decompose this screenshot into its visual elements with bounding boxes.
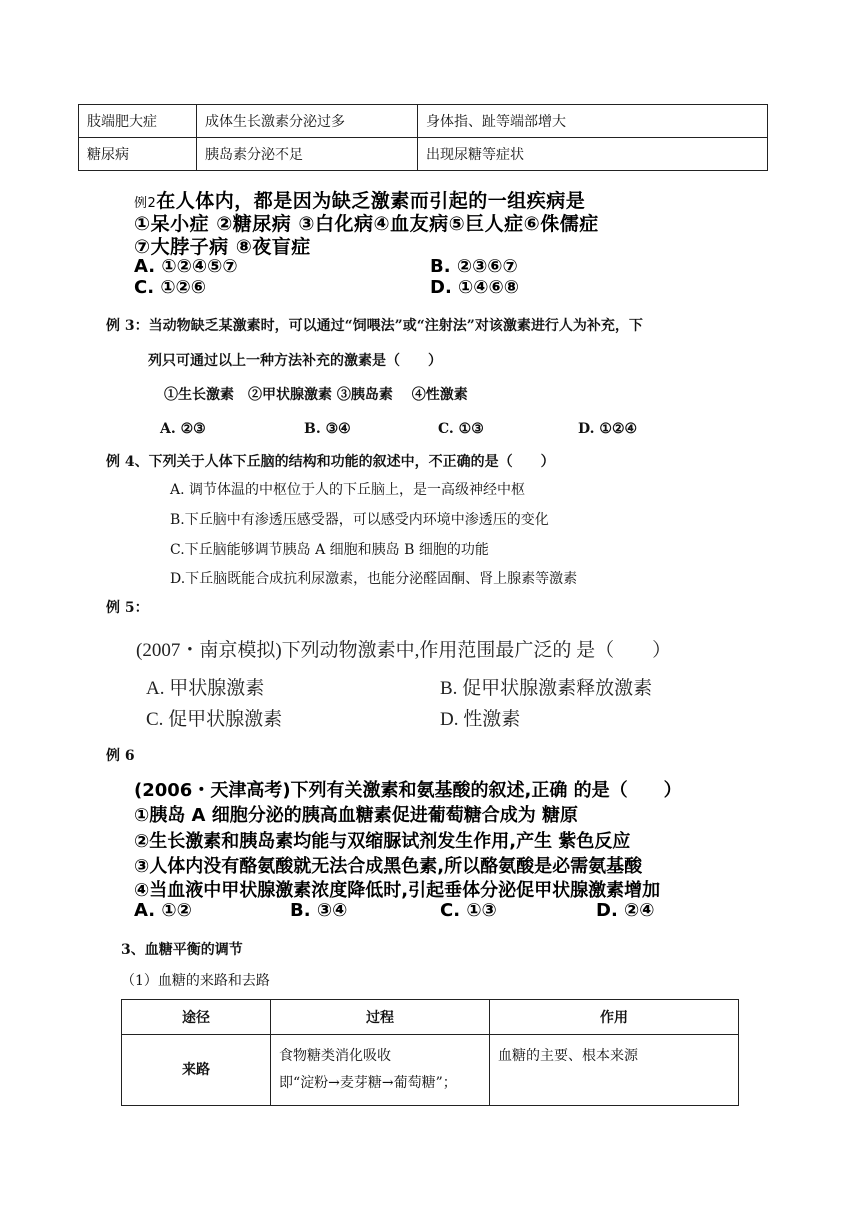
ex6-item-3: ③人体内没有酪氨酸就无法合成黑色素,所以酪氨酸是必需氨基酸 — [134, 856, 643, 877]
process-line: 食物糖类消化吸收 — [279, 1048, 391, 1064]
table-row — [122, 1035, 739, 1106]
ex2-items-2: ⑦大脖子病 ⑧夜盲症 — [134, 236, 311, 258]
table-cell: 血糖的主要、根本来源 — [490, 1035, 739, 1106]
ex4-stem: 例 4、下列关于人体下丘脑的结构和功能的叙述中，不正确的是（ ） — [106, 454, 555, 470]
ex6-option-d: D. ②④ — [596, 900, 655, 921]
ex4-option-c: C.下丘脑能够调节胰岛 A 细胞和胰岛 B 细胞的功能 — [170, 542, 489, 558]
ex6-option-c: C. ①③ — [440, 900, 497, 921]
ex5-option-b: B. 促甲状腺激素释放激素 — [440, 678, 653, 699]
column-header: 过程 — [271, 1000, 490, 1035]
table-cell: 出现尿糖等症状 — [418, 138, 768, 171]
ex6-stem: (2006・天津高考)下列有关激素和氨基酸的叙述,正确 的是（ ） — [134, 780, 682, 801]
ex6-item-2: ②生长激素和胰岛素均能与双缩脲试剂发生作用,产生 紫色反应 — [134, 831, 631, 852]
table-cell: 来路 — [122, 1035, 271, 1106]
table-cell: 糖尿病 — [79, 138, 197, 171]
ex6-option-b: B. ③④ — [290, 900, 348, 921]
ex6-item-1: ①胰岛 A 细胞分泌的胰高血糖素促进葡萄糖合成为 糖原 — [134, 805, 578, 826]
ex2-option-c: C. ①②⑥ — [134, 277, 207, 298]
ex4-option-a: A. 调节体温的中枢位于人的下丘脑上，是一高级神经中枢 — [170, 482, 526, 498]
ex5-option-a: A. 甲状腺激素 — [146, 678, 265, 699]
table-row — [79, 138, 768, 171]
ex2-option-b: B. ②③⑥⑦ — [430, 256, 518, 277]
ex5-option-d: D. 性激素 — [440, 709, 521, 730]
ex2-label: 例2 — [134, 196, 157, 211]
ex3-stem-2: 列只可通过以上一种方法补充的激素是（ ） — [148, 353, 442, 369]
ex5-option-c: C. 促甲状腺激素 — [146, 709, 283, 730]
ex3-option-a: A. ②③ — [160, 421, 206, 437]
blood-sugar-table — [121, 999, 739, 1106]
table-header-row — [122, 1000, 739, 1035]
ex2-items-1: ①呆小症 ②糖尿病 ③白化病④血友病⑤巨人症⑥侏儒症 — [134, 213, 599, 235]
column-header: 途径 — [122, 1000, 271, 1035]
ex2-stem-line — [134, 190, 774, 215]
table-cell — [271, 1035, 490, 1106]
ex2-option-a: A. ①②④⑤⑦ — [134, 256, 238, 277]
ex3-items: ①生长激素 ②甲状腺激素 ③胰岛素 ④性激素 — [164, 387, 468, 403]
table-cell: 胰岛素分泌不足 — [197, 138, 418, 171]
ex3-option-d: D. ①②④ — [578, 421, 638, 437]
table-cell: 成体生长激素分泌过多 — [197, 105, 418, 138]
ex6-label: 例 6 — [106, 748, 135, 764]
ex3-option-c: C. ①③ — [438, 421, 484, 437]
ex3-option-b: B. ③④ — [304, 421, 351, 437]
ex3-stem-1: 例 3：当动物缺乏某激素时，可以通过“饲喂法”或“注射法”对该激素进行人为补充，下 — [106, 318, 643, 334]
ex6-item-4: ④当血液中甲状腺激素浓度降低时,引起垂体分泌促甲状腺激素增加 — [134, 880, 661, 901]
ex5-label: 例 5： — [106, 600, 149, 616]
ex4-option-d: D.下丘脑既能合成抗利尿激素，也能分泌醛固酮、肾上腺素等激素 — [170, 571, 578, 587]
disease-table — [78, 104, 768, 171]
table-row — [79, 105, 768, 138]
ex6-option-a: A. ①② — [134, 900, 192, 921]
ex4-option-b: B.下丘脑中有渗透压感受器，可以感受内环境中渗透压的变化 — [170, 512, 549, 528]
process-line: 即“淀粉→麦芽糖→葡萄糖”； — [279, 1075, 457, 1091]
table-cell: 身体指、趾等端部增大 — [418, 105, 768, 138]
section-3-subtitle: （1）血糖的来路和去路 — [121, 973, 270, 989]
ex2-stem: 在人体内，都是因为缺乏激素而引起的一组疾病是 — [156, 190, 586, 212]
section-3-title: 3、血糖平衡的调节 — [121, 942, 243, 958]
ex5-stem: (2007・南京模拟)下列动物激素中,作用范围最广泛的 是（ ） — [136, 640, 672, 661]
table-cell: 肢端肥大症 — [79, 105, 197, 138]
column-header: 作用 — [490, 1000, 739, 1035]
ex2-option-d: D. ①④⑥⑧ — [430, 277, 520, 298]
